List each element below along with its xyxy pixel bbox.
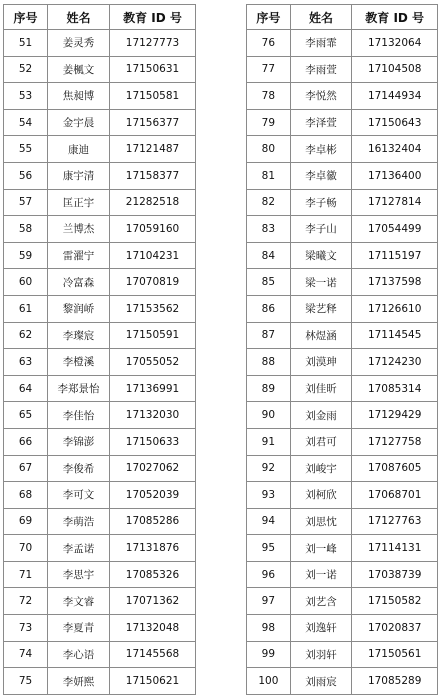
cell-name: 李子山 [290,216,352,243]
table-row [247,402,438,429]
cell-no: 53 [4,83,48,110]
cell-name: 刘一诺 [290,561,352,588]
cell-id: 17129429 [352,402,438,429]
cell-id: 17136400 [352,162,438,189]
cell-id: 17085289 [352,668,438,695]
cell-id: 16132404 [352,136,438,163]
table-row [247,56,438,83]
table-row [247,189,438,216]
cell-no: 98 [247,615,291,642]
cell-name: 李子畅 [290,189,352,216]
cell-no: 86 [247,295,291,322]
cell-name: 康迪 [48,136,110,163]
cell-no: 80 [247,136,291,163]
cell-no: 100 [247,668,291,695]
table-row [247,109,438,136]
table-row [247,561,438,588]
cell-name: 姜灵秀 [48,30,110,57]
table-row [247,641,438,668]
cell-name: 梁一诺 [290,269,352,296]
cell-name: 兰博杰 [48,216,110,243]
cell-no: 91 [247,428,291,455]
cell-name: 林煜涵 [290,322,352,349]
cell-id: 17085286 [110,508,196,535]
cell-no: 81 [247,162,291,189]
cell-name: 刘艺含 [290,588,352,615]
table-row [4,30,196,57]
cell-name: 李悦然 [290,83,352,110]
cell-id: 17085326 [110,561,196,588]
table-row [4,56,196,83]
table-row [4,428,196,455]
cell-no: 69 [4,508,48,535]
cell-name: 李思宇 [48,561,110,588]
cell-no: 51 [4,30,48,57]
cell-name: 李文睿 [48,588,110,615]
table-row [247,668,438,695]
header-name: 姓名 [290,5,352,30]
cell-no: 94 [247,508,291,535]
cell-name: 李雨萱 [290,56,352,83]
header-no: 序号 [4,5,48,30]
cell-name: 刘一峰 [290,535,352,562]
cell-name: 刘漠珅 [290,349,352,376]
table-row [4,508,196,535]
cell-no: 83 [247,216,291,243]
header-no: 序号 [247,5,291,30]
cell-no: 62 [4,322,48,349]
cell-no: 59 [4,242,48,269]
table-row [4,615,196,642]
cell-name: 刘金雨 [290,402,352,429]
cell-name: 李佳怡 [48,402,110,429]
cell-name: 李泽萱 [290,109,352,136]
table-row [4,561,196,588]
table-row [4,641,196,668]
cell-name: 李俊希 [48,455,110,482]
cell-id: 17126610 [352,295,438,322]
cell-id: 17150591 [110,322,196,349]
cell-no: 75 [4,668,48,695]
cell-no: 55 [4,136,48,163]
cell-name: 焦昶博 [48,83,110,110]
cell-id: 17020837 [352,615,438,642]
cell-no: 79 [247,109,291,136]
table-row [4,242,196,269]
table-row [247,83,438,110]
cell-name: 梁艺释 [290,295,352,322]
cell-name: 黎润峤 [48,295,110,322]
cell-id: 17052039 [110,482,196,509]
table-row [4,322,196,349]
cell-no: 70 [4,535,48,562]
table-row [4,136,196,163]
cell-no: 76 [247,30,291,57]
cell-no: 84 [247,242,291,269]
cell-id: 17150631 [110,56,196,83]
cell-id: 17132030 [110,402,196,429]
cell-name: 李郑景怡 [48,375,110,402]
cell-name: 刘思忱 [290,508,352,535]
table-row [247,242,438,269]
table-row [4,535,196,562]
table-row [4,269,196,296]
cell-id: 17121487 [110,136,196,163]
table-row [247,615,438,642]
cell-no: 74 [4,641,48,668]
cell-name: 李卓彬 [290,136,352,163]
cell-name: 冷富森 [48,269,110,296]
table-row [247,375,438,402]
cell-id: 17085314 [352,375,438,402]
cell-id: 17153562 [110,295,196,322]
cell-name: 李萌浩 [48,508,110,535]
cell-id: 17127773 [110,30,196,57]
cell-name: 李心语 [48,641,110,668]
cell-name: 梁曦文 [290,242,352,269]
cell-id: 17127814 [352,189,438,216]
cell-no: 64 [4,375,48,402]
cell-id: 17070819 [110,269,196,296]
table-row [247,455,438,482]
roster-table-right [246,4,438,695]
table-row [4,349,196,376]
cell-no: 57 [4,189,48,216]
table-row [4,216,196,243]
cell-name: 李锦澎 [48,428,110,455]
cell-no: 97 [247,588,291,615]
cell-id: 17127763 [352,508,438,535]
cell-no: 54 [4,109,48,136]
cell-no: 60 [4,269,48,296]
cell-name: 李璨宸 [48,322,110,349]
table-row [247,269,438,296]
table-row [247,508,438,535]
table-row [4,402,196,429]
cell-id: 17145568 [110,641,196,668]
cell-no: 65 [4,402,48,429]
cell-id: 17124230 [352,349,438,376]
cell-id: 17150643 [352,109,438,136]
table-row [4,189,196,216]
table-row [247,136,438,163]
header-id: 教育 ID 号 [110,5,196,30]
table-row [4,162,196,189]
cell-no: 88 [247,349,291,376]
cell-name: 李橙溪 [48,349,110,376]
table-row [247,322,438,349]
cell-name: 刘雨宸 [290,668,352,695]
cell-id: 17038739 [352,561,438,588]
header-id: 教育 ID 号 [352,5,438,30]
cell-name: 刘逸轩 [290,615,352,642]
cell-no: 66 [4,428,48,455]
cell-id: 17137598 [352,269,438,296]
cell-id: 17144934 [352,83,438,110]
cell-id: 17115197 [352,242,438,269]
cell-id: 17104508 [352,56,438,83]
cell-name: 李孟诺 [48,535,110,562]
cell-id: 17150582 [352,588,438,615]
cell-name: 刘君可 [290,428,352,455]
cell-id: 17068701 [352,482,438,509]
cell-no: 56 [4,162,48,189]
header-name: 姓名 [48,5,110,30]
cell-name: 雷濯宁 [48,242,110,269]
cell-id: 17156377 [110,109,196,136]
table-row [4,455,196,482]
cell-id: 17104231 [110,242,196,269]
table-row [247,349,438,376]
cell-name: 李妍熙 [48,668,110,695]
table-row [4,109,196,136]
table-row [4,375,196,402]
cell-id: 17132064 [352,30,438,57]
cell-id: 17136991 [110,375,196,402]
table-row [247,30,438,57]
cell-name: 金宇晨 [48,109,110,136]
table-body-left [4,30,196,695]
cell-id: 17114131 [352,535,438,562]
cell-id: 17150633 [110,428,196,455]
cell-id: 17071362 [110,588,196,615]
table-row [4,295,196,322]
cell-id: 17131876 [110,535,196,562]
cell-name: 康宇清 [48,162,110,189]
table-row [4,588,196,615]
table-row [4,83,196,110]
table-header-row [4,5,196,30]
cell-id: 17127758 [352,428,438,455]
cell-no: 52 [4,56,48,83]
cell-no: 87 [247,322,291,349]
cell-name: 李卓徽 [290,162,352,189]
cell-name: 刘佳昕 [290,375,352,402]
cell-no: 95 [247,535,291,562]
cell-no: 90 [247,402,291,429]
table-row [247,588,438,615]
cell-name: 刘峻宇 [290,455,352,482]
cell-name: 刘羽轩 [290,641,352,668]
cell-no: 77 [247,56,291,83]
cell-id: 17114545 [352,322,438,349]
roster-table-left [3,4,196,695]
cell-id: 17132048 [110,615,196,642]
cell-id: 17054499 [352,216,438,243]
cell-no: 73 [4,615,48,642]
cell-no: 58 [4,216,48,243]
table-row [247,535,438,562]
cell-no: 93 [247,482,291,509]
cell-id: 17055052 [110,349,196,376]
cell-name: 李雨霏 [290,30,352,57]
cell-no: 99 [247,641,291,668]
cell-name: 李夏青 [48,615,110,642]
cell-id: 17158377 [110,162,196,189]
cell-no: 67 [4,455,48,482]
cell-no: 82 [247,189,291,216]
cell-no: 78 [247,83,291,110]
cell-no: 72 [4,588,48,615]
table-row [247,295,438,322]
cell-no: 61 [4,295,48,322]
cell-no: 85 [247,269,291,296]
cell-id: 17059160 [110,216,196,243]
cell-id: 21282518 [110,189,196,216]
cell-id: 17150621 [110,668,196,695]
cell-name: 李可文 [48,482,110,509]
table-row [247,428,438,455]
table-row [247,162,438,189]
cell-no: 92 [247,455,291,482]
table-row [247,482,438,509]
table-body-right [247,30,438,695]
cell-no: 89 [247,375,291,402]
table-header-row [247,5,438,30]
table-row [247,216,438,243]
cell-name: 匡正宇 [48,189,110,216]
table-row [4,482,196,509]
cell-name: 刘柯欣 [290,482,352,509]
cell-id: 17150581 [110,83,196,110]
cell-no: 96 [247,561,291,588]
cell-no: 71 [4,561,48,588]
cell-id: 17087605 [352,455,438,482]
cell-id: 17150561 [352,641,438,668]
cell-name: 姜楓文 [48,56,110,83]
table-row [4,668,196,695]
cell-no: 63 [4,349,48,376]
cell-id: 17027062 [110,455,196,482]
cell-no: 68 [4,482,48,509]
